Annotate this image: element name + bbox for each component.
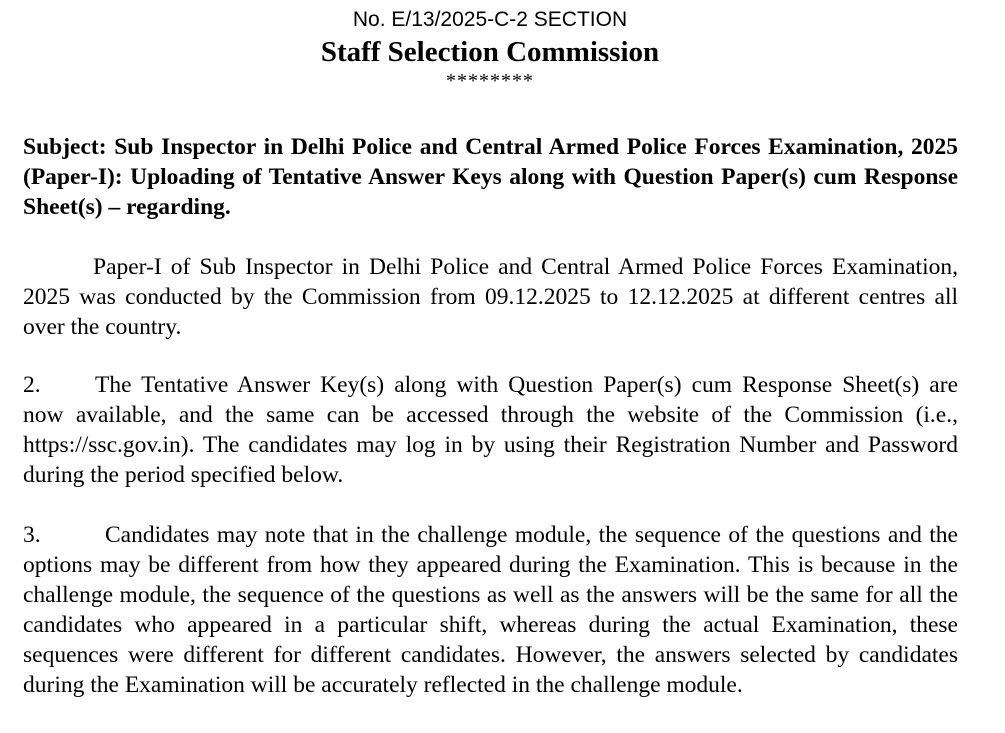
paragraph-2-text: The Tentative Answer Key(s) along with Question Paper(s) cum Response Sheet(s) are now available, and the same can be accessed through the website of the Commission (i.e., https://ssc.gov.in). The candidates may log in by using their Registration Number and Password during the period specified below.: [23, 372, 958, 488]
reference-number: No. E/13/2025-C-2 SECTION: [352, 8, 628, 31]
paragraph-3-text: Candidates may note that in the challenge module, the sequence of the questions and the options may be different from how they appeared during the Examination. This is because in the challenge module, the sequence of the questions as well as the answers will be the same for all the candidates who appeared in a particular shift, whereas during the actual Examination, these sequences were different for different candidates. However, the answers selected by candidates during the Examination will be accurately reflected in the challenge module.: [23, 522, 958, 698]
paragraph-1: [23, 252, 958, 342]
organization-title: Staff Selection Commission: [320, 36, 660, 68]
paragraph-3: [23, 520, 958, 700]
paragraph-2-number: 2.: [23, 372, 41, 398]
paragraph-2: [23, 370, 958, 490]
separator-stars: ********: [446, 70, 534, 92]
subject-line: Subject: Sub Inspector in Delhi Police and Central Armed Police Forces Examination, 2025 (Paper-I): Uploading of Tentative Answer Keys along with Question Paper(s) cum Response Sheet(s) – regarding.: [23, 134, 958, 220]
paragraph-1-text: Paper-I of Sub Inspector in Delhi Police and Central Armed Police Forces Examination, 2025 was conducted by the Commission from 09.12.2025 to 12.12.2025 at different centres all over the country.: [23, 254, 958, 340]
paragraph-3-number: 3.: [23, 522, 41, 548]
